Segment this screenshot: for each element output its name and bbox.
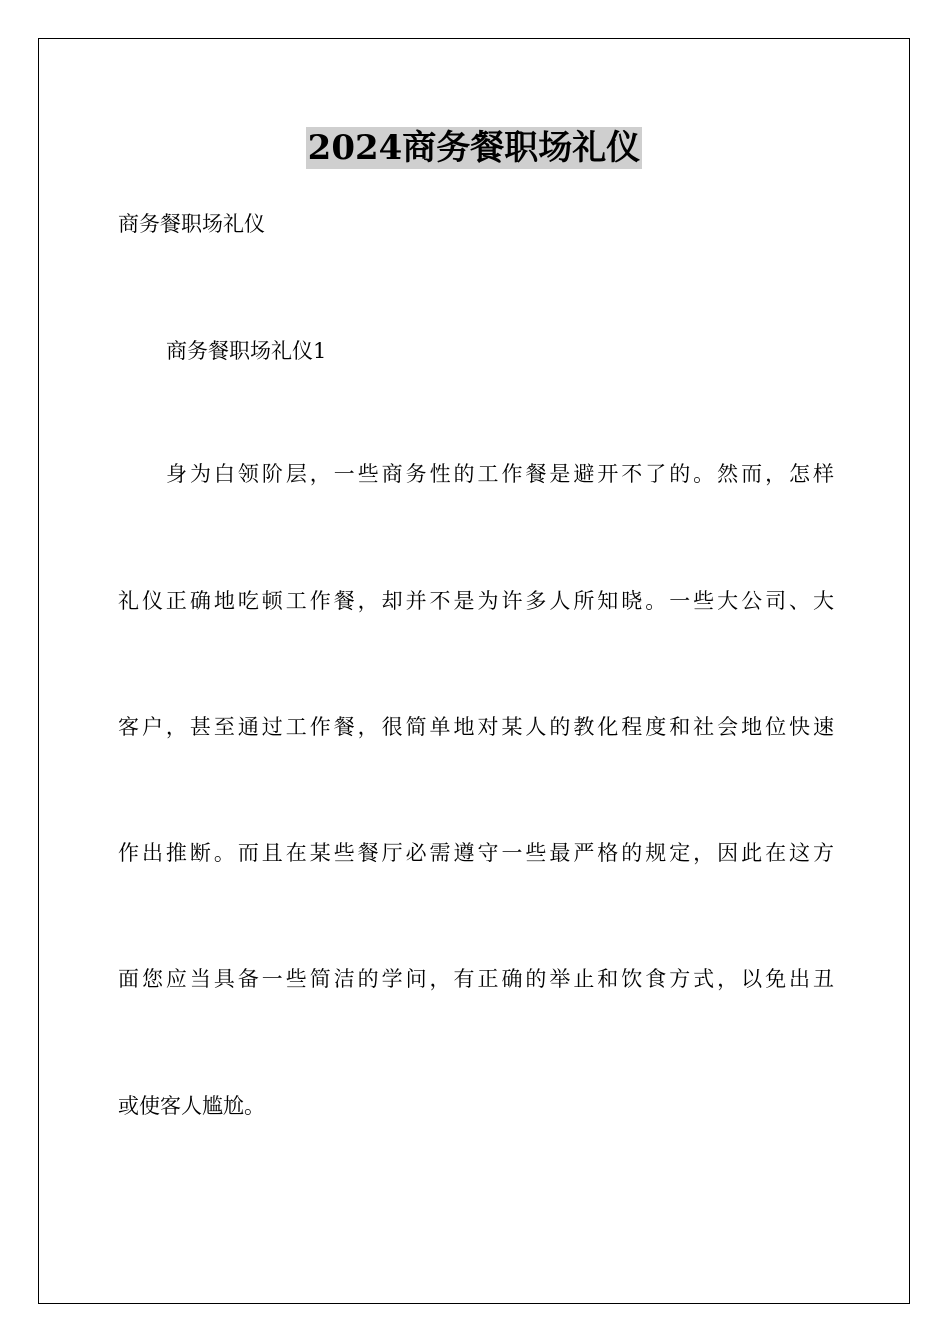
- paragraph-line: 客户，甚至通过工作餐，很简单地对某人的教化程度和社会地位快速: [118, 715, 834, 739]
- paragraph-line: 或使客人尴尬。: [118, 1094, 265, 1118]
- document-subtitle: 商务餐职场礼仪: [118, 212, 265, 236]
- document-title: 2024商务餐职场礼仪: [307, 128, 641, 168]
- paragraph-line: 礼仪正确地吃顿工作餐，却并不是为许多人所知晓。一些大公司、大: [118, 589, 834, 613]
- document-page: [38, 38, 910, 1304]
- paragraph-line: 面您应当具备一些简洁的学问，有正确的举止和饮食方式，以免出丑: [118, 967, 834, 991]
- paragraph-line: 作出推断。而且在某些餐厅必需遵守一些最严格的规定，因此在这方: [118, 841, 834, 865]
- paragraph-line: 身为白领阶层，一些商务性的工作餐是避开不了的。然而，怎样: [166, 462, 834, 486]
- title-wrapper: [39, 127, 909, 169]
- section-heading: 商务餐职场礼仪1: [166, 339, 327, 363]
